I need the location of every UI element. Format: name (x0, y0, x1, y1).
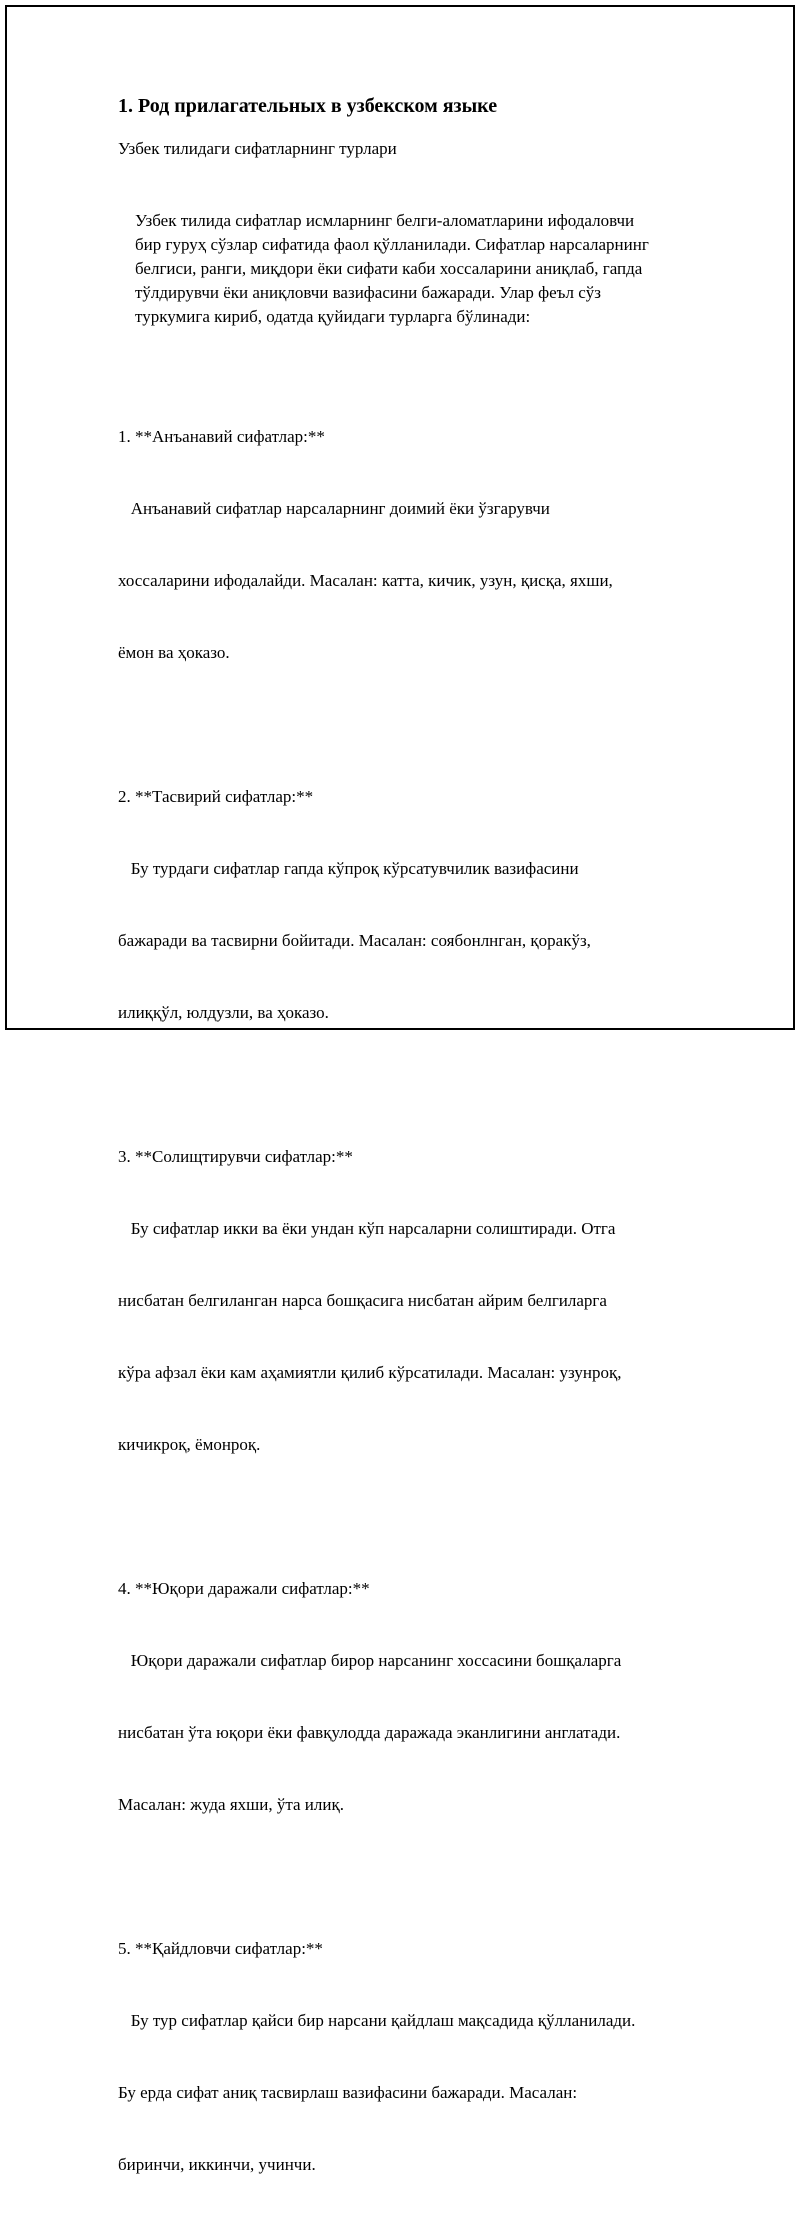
text-line: ёмон ва ҳоказо. (118, 643, 230, 662)
text-line: Бу турдаги сифатлар гапда кўпроқ кўрсатувчилик вазифасини (118, 859, 579, 878)
list-item (118, 737, 708, 1073)
list-item (118, 1889, 708, 2225)
text-line: тўлдирувчи ёки аниқловчи вазифасини бажаради. Улар феъл сўз (135, 283, 601, 302)
item-heading: 1. **Анъанавий сифатлар:** (118, 427, 325, 446)
list-item (118, 1097, 708, 1505)
item-heading: 3. **Солищтирувчи сифатлар:** (118, 1147, 353, 1166)
text-line: Бу тур сифатлар қайси бир нарсани қайдлаш мақсадида қўлланилади. (118, 2011, 636, 2030)
text-line: Бу ерда сифат аниқ тасвирлаш вазифасини бажаради. Масалан: (118, 2083, 578, 2102)
text-line: бажаради ва тасвирни бойитади. Масалан: соябонлнган, қоракўз, (118, 931, 591, 950)
list-item (118, 1529, 708, 1865)
text-line: кичикроқ, ёмонроқ. (118, 1435, 261, 1454)
list-item (118, 377, 708, 713)
text-line: бир гуруҳ сўзлар сифатида фаол қўлланилади. Сифатлар нарсаларнинг (135, 235, 649, 254)
text-line: нисбатан ўта юқори ёки фавқулодда даражада эканлигини англатади. (118, 1723, 621, 1742)
text-line: илиққўл, юлдузли, ва ҳоказо. (118, 1003, 329, 1022)
document-body (118, 92, 708, 2225)
text-line: Анъанавий сифатлар нарсаларнинг доимий ёки ўзгарувчи (118, 499, 550, 518)
item-heading: 2. **Тасвирий сифатлар:** (118, 787, 314, 806)
text-line: Масалан: жуда яхши, ўта илиқ. (118, 1795, 344, 1814)
text-line: туркумига кириб, одатда қуйидаги турларга бўлинади: (135, 307, 531, 326)
text-line: Юқори даражали сифатлар бирор нарсанинг хоссасини бошқаларга (118, 1651, 622, 1670)
text-line: белгиси, ранги, миқдори ёки сифати каби хоссаларини аниқлаб, гапда (135, 259, 643, 278)
intro-paragraph (118, 185, 708, 353)
text-line: Бу сифатлар икки ва ёки ундан кўп нарсаларни солиштиради. Отга (118, 1219, 616, 1238)
text-line: хоссаларини ифодалайди. Масалан: катта, кичик, узун, қисқа, яхши, (118, 571, 613, 590)
text-line: Узбек тилида сифатлар исмларнинг белги-аломатларини ифодаловчи (135, 211, 635, 230)
document-title: 1. Род прилагательных в узбекском языке (118, 95, 498, 117)
item-heading: 5. **Қайдловчи сифатлар:** (118, 1939, 323, 1958)
item-heading: 4. **Юқори даражали сифатлар:** (118, 1579, 370, 1598)
text-line: биринчи, иккинчи, учинчи. (118, 2155, 316, 2174)
document-subtitle: Узбек тилидаги сифатларнинг турлари (118, 139, 397, 158)
text-line: нисбатан белгиланган нарса бошқасига нисбатан айрим белгиларга (118, 1291, 607, 1310)
text-line: кўра афзал ёки кам аҳамиятли қилиб кўрсатилади. Масалан: узунроқ, (118, 1363, 622, 1382)
